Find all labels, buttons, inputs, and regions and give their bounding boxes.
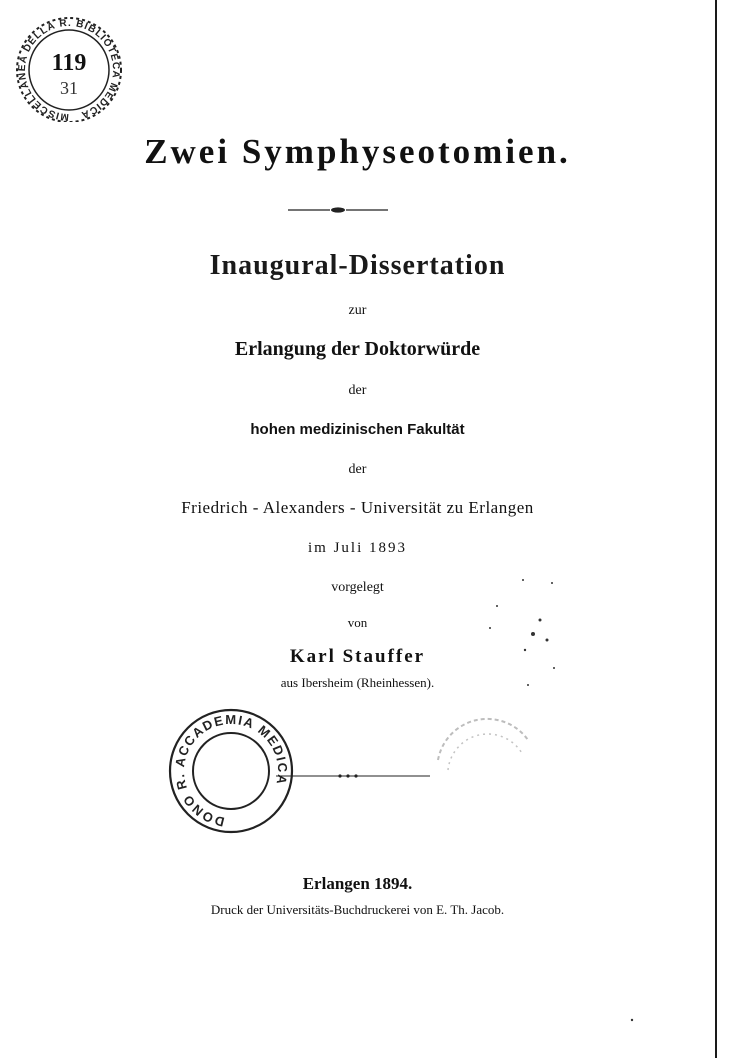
text-zur: zur xyxy=(348,303,367,318)
title: Zwei Symphyseotomien. xyxy=(144,132,571,171)
donation-stamp xyxy=(166,706,296,836)
dissertation-heading: Inaugural-Dissertation xyxy=(209,250,506,281)
text-der: der xyxy=(348,383,367,398)
page-margin xyxy=(717,0,731,1058)
svg-text:DONO R. ACCADEMIA MEDICA xyxy=(172,712,290,830)
printer-line: Druck der Universitäts-Buchdruckerei von E. Th. Jacob. xyxy=(210,902,505,917)
faculty-line: hohen medizinischen Fakultät xyxy=(250,421,465,438)
stamp-number: 119 xyxy=(51,50,87,76)
library-stamp xyxy=(4,14,134,122)
faded-stamp xyxy=(428,700,538,790)
donation-ring-text: DONO R. ACCADEMIA MEDICA xyxy=(172,711,291,830)
author-name: Karl Stauffer xyxy=(289,646,426,667)
ornament-divider xyxy=(288,206,388,214)
degree-line: Erlangung der Doktorwürde xyxy=(234,338,481,360)
place-year: Erlangen 1894. xyxy=(302,874,413,893)
university-line: Friedrich - Alexanders - Universität zu Erlangen xyxy=(181,498,534,517)
author-origin: aus Ibersheim (Rheinhessen). xyxy=(280,675,435,690)
dotted-rule xyxy=(276,772,430,780)
text-von: von xyxy=(347,615,368,630)
stamp-ring-text: MISCELLANEA DELLA R. BIBLIOTECA MEDICA xyxy=(16,17,122,122)
text-der-2: der xyxy=(348,462,367,477)
date-line: im Juli 1893 xyxy=(307,540,407,556)
text-vorgelegt: vorgelegt xyxy=(331,580,384,595)
stamp-sub-number: 31 xyxy=(60,78,78,98)
